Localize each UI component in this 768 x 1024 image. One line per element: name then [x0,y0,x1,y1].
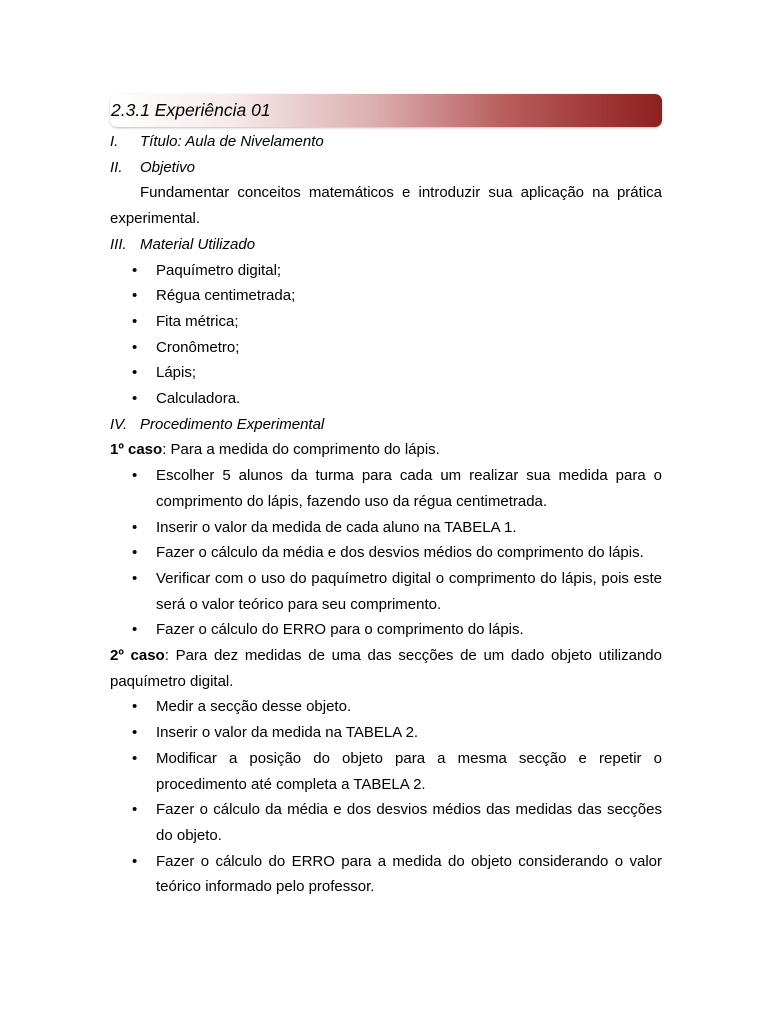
item-text: Objetivo [140,158,196,176]
item-text: Material Utilizado [140,235,256,253]
bullet-icon: • [132,544,138,562]
document-page [110,94,662,900]
item-text: Título: Aula de Nivelamento [140,133,324,150]
list-item: • Modificar a posição do objeto para a mesma secção e repetir o procedimento até completa a TABELA 2. [110,746,662,797]
item-number: I. [110,133,119,150]
case1-heading [110,437,662,463]
section-title: 2.3.1 Experiência 01 [111,100,271,120]
list-item: • Inserir o valor da medida de cada aluno na TABELA 1. [110,515,662,541]
section-header [110,94,662,127]
item-text: Procedimento Experimental [140,415,325,433]
bullet-icon: • [132,312,138,330]
bullet-icon: • [132,724,138,742]
item-number: II. [110,158,123,176]
bullet-icon: • [132,801,138,819]
bullet-icon: • [132,749,138,767]
item-objective [110,155,662,181]
bullet-icon: • [132,621,138,639]
list-item: • Paquímetro digital; [110,258,662,284]
bullet-icon: • [132,390,138,408]
case-label: 1º caso [110,441,163,459]
objective-paragraph: Fundamentar conceitos matemáticos e introduzir sua aplicação na prática experimental. [110,184,662,228]
bullet-icon: • [132,364,138,382]
bullet-icon: • [132,569,138,587]
list-item: • Cronômetro; [110,335,662,361]
list-item: • Fazer o cálculo do ERRO para a medida do objeto considerando o valor teórico informado pelo professor. [110,849,662,900]
list-item: • Régua centimetrada; [110,283,662,309]
item-procedure [110,412,662,438]
materials-list [110,258,662,412]
case1-steps [110,463,662,643]
list-item: • Fazer o cálculo da média e dos desvios médios do comprimento do lápis. [110,540,662,566]
list-item: • Verificar com o uso do paquímetro digital o comprimento do lápis, pois este será o valor teórico para seu comprimento. [110,566,662,617]
list-item: • Fita métrica; [110,309,662,335]
case-text: : Para dez medidas de uma das secções de um dado objeto utilizando paquímetro digital. [110,647,662,690]
case2-steps [110,694,662,900]
item-title [110,129,662,155]
case-text: : Para a medida do comprimento do lápis. [162,441,440,459]
list-item: • Escolher 5 alunos da turma para cada um realizar sua medida para o comprimento do lápis, fazendo uso da régua centimetrada. [110,463,662,514]
list-item: • Inserir o valor da medida na TABELA 2. [110,720,662,746]
bullet-icon: • [132,467,138,485]
bullet-icon: • [132,287,138,305]
list-item: • Fazer o cálculo do ERRO para o comprimento do lápis. [110,617,662,643]
bullet-icon: • [132,852,138,870]
list-item: • Fazer o cálculo da média e dos desvios médios das medidas das secções do objeto. [110,797,662,848]
item-number: III. [110,235,127,253]
item-number: IV. [110,415,128,433]
bullet-icon: • [132,518,138,536]
list-item: • Lápis; [110,360,662,386]
list-item: • Calculadora. [110,386,662,412]
bullet-icon: • [132,338,138,356]
bullet-icon: • [132,261,138,279]
list-item: • Medir a secção desse objeto. [110,694,662,720]
bullet-icon: • [132,698,138,716]
case2-heading [110,643,662,694]
item-materials [110,232,662,258]
case-label: 2º caso [110,647,165,665]
